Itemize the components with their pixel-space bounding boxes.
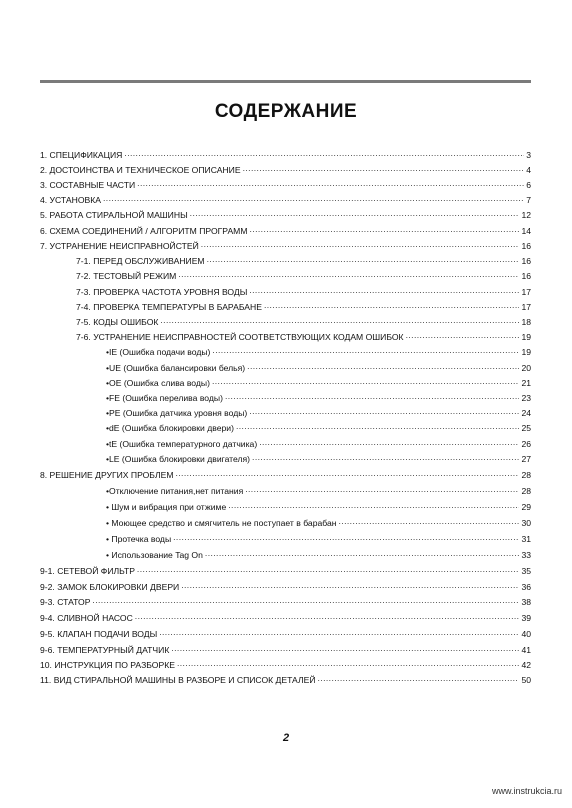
toc-entry[interactable] — [106, 361, 531, 375]
dot-leader — [249, 406, 519, 416]
toc-entry-label: 3. СОСТАВНЫЕ ЧАСТИ — [40, 180, 136, 190]
toc-entry-label: 9-3. СТАТОР — [40, 597, 91, 607]
toc-entry-label: 7. УСТРАНЕНИЕ НЕИСПРАВНОЙСТЕЙ — [40, 241, 199, 251]
toc-entry[interactable] — [106, 484, 531, 498]
dot-leader — [236, 421, 519, 431]
toc-entry[interactable] — [40, 627, 531, 641]
toc-entry[interactable] — [40, 148, 531, 162]
toc-entry-page: 29 — [521, 502, 531, 512]
toc-entry-page: 4 — [526, 165, 531, 175]
toc-entry-page: 27 — [521, 454, 531, 464]
toc-entry-label: •UE (Ошибка балансировки белья) — [106, 363, 246, 373]
toc-entry-page: 33 — [521, 550, 531, 560]
toc-entry-page: 35 — [521, 566, 531, 576]
toc-entry[interactable] — [76, 300, 531, 314]
toc-entry-label: •FE (Ошибка перелива воды) — [106, 393, 223, 403]
dot-leader — [207, 254, 520, 264]
dot-leader — [201, 239, 520, 249]
page-number: 2 — [282, 732, 290, 744]
toc-entry-page: 26 — [521, 439, 531, 449]
toc-entry[interactable] — [76, 254, 531, 268]
toc-entry-page: 40 — [521, 629, 531, 639]
toc-entry-label: 8. РЕШЕНИЕ ДРУГИХ ПРОБЛЕМ — [40, 470, 174, 480]
page-title: СОДЕРЖАНИЕ — [214, 101, 358, 122]
toc-entry-label: 2. ДОСТОИНСТВА И ТЕХНИЧЕСКОЕ ОПИСАНИЕ — [40, 165, 241, 175]
dot-leader — [92, 595, 519, 605]
dot-leader — [212, 376, 519, 386]
toc-entry-page: 16 — [521, 256, 531, 266]
toc-entry-page: 18 — [521, 317, 531, 327]
dot-leader — [249, 285, 519, 295]
toc-entry-label: •dE (Ошибка блокировки двери) — [106, 423, 234, 433]
dot-leader — [181, 580, 519, 590]
dot-leader — [173, 532, 519, 542]
toc-entry[interactable] — [40, 163, 531, 177]
dot-leader — [205, 548, 520, 558]
toc-entry[interactable] — [40, 564, 531, 578]
toc-entry[interactable] — [76, 269, 531, 283]
dot-leader — [250, 224, 520, 234]
toc-entry-page: 21 — [521, 378, 531, 388]
toc-entry[interactable] — [106, 406, 531, 420]
dot-leader — [318, 673, 520, 683]
toc-entry[interactable] — [40, 208, 531, 222]
toc-entry-label: • Моющее средство и смягчитель не поступает в барабан — [106, 518, 337, 528]
toc-entry-label: 9-1. СЕТЕВОЙ ФИЛЬТР — [40, 566, 135, 576]
toc-entry-page: 16 — [521, 241, 531, 251]
dot-leader — [177, 658, 519, 668]
dot-leader — [259, 437, 519, 447]
toc-entry[interactable] — [76, 285, 531, 299]
toc-entry[interactable] — [40, 643, 531, 657]
toc-entry-page: 19 — [521, 347, 531, 357]
toc-entry-label: • Протечка воды — [106, 534, 172, 544]
dot-leader — [137, 178, 524, 188]
toc-entry-label: • Шум и вибрация при отжиме — [106, 502, 227, 512]
toc-entry[interactable] — [40, 239, 531, 253]
dot-leader — [212, 345, 519, 355]
toc-entry[interactable] — [40, 193, 531, 207]
toc-entry-page: 23 — [521, 393, 531, 403]
dot-leader — [190, 208, 520, 218]
toc-entry-label: 5. РАБОТА СТИРАЛЬНОЙ МАШИНЫ — [40, 210, 188, 220]
dot-leader — [178, 269, 519, 279]
toc-entry[interactable] — [40, 611, 531, 625]
toc-entry[interactable] — [106, 376, 531, 390]
toc-entry-page: 19 — [521, 332, 531, 342]
toc-entry-label: 4. УСТАНОВКА — [40, 195, 101, 205]
toc-entry-label: •PE (Ошибка датчика уровня воды) — [106, 408, 248, 418]
toc-entry[interactable] — [40, 580, 531, 594]
toc-entry-label: • Использование Tag On — [106, 550, 203, 560]
dot-leader — [264, 300, 520, 310]
toc-entry-label: 7-5. КОДЫ ОШИБОК — [76, 317, 159, 327]
toc-entry-page: 30 — [521, 518, 531, 528]
dot-leader — [228, 500, 519, 510]
toc-entry-label: 9-4. СЛИВНОЙ НАСОС — [40, 613, 133, 623]
toc-entry-label: 6. СХЕМА СОЕДИНЕНИЙ / АЛГОРИТМ ПРОГРАММ — [40, 226, 248, 236]
dot-leader — [171, 643, 519, 653]
toc-entry-page: 7 — [526, 195, 531, 205]
toc-entry[interactable] — [106, 500, 531, 514]
toc-entry-label: 7-1. ПЕРЕД ОБСЛУЖИВАНИЕМ — [76, 256, 205, 266]
toc-entry[interactable] — [76, 315, 531, 329]
toc-entry-page: 28 — [521, 470, 531, 480]
toc-entry[interactable] — [106, 391, 531, 405]
toc-entry[interactable] — [40, 658, 531, 672]
toc-entry-page: 36 — [521, 582, 531, 592]
toc-entry[interactable] — [106, 548, 531, 562]
toc-entry[interactable] — [40, 178, 531, 192]
toc-entry-page: 3 — [526, 150, 531, 160]
dot-leader — [243, 163, 525, 173]
toc-entry-label: 11. ВИД СТИРАЛЬНОЙ МАШИНЫ В РАЗБОРЕ И СПИСОК ДЕТАЛЕЙ — [40, 675, 316, 685]
toc-entry[interactable] — [40, 224, 531, 238]
toc-entry-label: •tE (Ошибка температурного датчика) — [106, 439, 258, 449]
dot-leader — [252, 452, 519, 462]
dot-leader — [245, 484, 519, 494]
toc-entry[interactable] — [40, 468, 531, 482]
toc-entry-label: 7-2. ТЕСТОВЫЙ РЕЖИМ — [76, 271, 177, 281]
toc-entry-page: 25 — [521, 423, 531, 433]
toc-entry-page: 12 — [521, 210, 531, 220]
dot-leader — [225, 391, 520, 401]
toc-entry[interactable] — [106, 516, 531, 530]
toc-entry-page: 42 — [521, 660, 531, 670]
dot-leader — [406, 330, 520, 340]
toc-entry-page: 17 — [521, 302, 531, 312]
toc-entry[interactable] — [106, 532, 531, 546]
toc-entry-label: 9-2. ЗАМОК БЛОКИРОВКИ ДВЕРИ — [40, 582, 180, 592]
dot-leader — [137, 564, 520, 574]
toc-entry-label: 9-5. КЛАПАН ПОДАЧИ ВОДЫ — [40, 629, 158, 639]
toc-entry-page: 6 — [526, 180, 531, 190]
toc-entry[interactable] — [106, 345, 531, 359]
toc-entry-label: 7-3. ПРОВЕРКА ЧАСТОТА УРОВНЯ ВОДЫ — [76, 287, 248, 297]
toc-entry-label: •OE (Ошибка слива воды) — [106, 378, 210, 388]
toc-entry-page: 28 — [521, 486, 531, 496]
toc-entry[interactable] — [76, 330, 531, 344]
toc-entry-page: 16 — [521, 271, 531, 281]
toc-entry-page: 24 — [521, 408, 531, 418]
toc-entry-label: 10. ИНСТРУКЦИЯ ПО РАЗБОРКЕ — [40, 660, 175, 670]
toc-entry[interactable] — [40, 673, 531, 687]
dot-leader — [124, 148, 524, 158]
toc-entry[interactable] — [106, 421, 531, 435]
toc-entry-label: 7-6. УСТРАНЕНИЕ НЕИСПРАВНОСТЕЙ СООТВЕТСТВУЮЩИХ КОДАМ ОШИБОК — [76, 332, 404, 342]
toc-entry[interactable] — [106, 452, 531, 466]
toc-entry-page: 20 — [521, 363, 531, 373]
toc-entry-page: 41 — [521, 645, 531, 655]
dot-leader — [103, 193, 524, 203]
toc-entry[interactable] — [106, 437, 531, 451]
dot-leader — [160, 315, 519, 325]
watermark: www.instrukcia.ru — [491, 786, 562, 796]
dot-leader — [339, 516, 520, 526]
toc-entry-label: 1. СПЕЦИФИКАЦИЯ — [40, 150, 123, 160]
toc-entry-label: •IE (Ошибка подачи воды) — [106, 347, 211, 357]
dot-leader — [159, 627, 519, 637]
toc-entry-page: 50 — [521, 675, 531, 685]
toc-entry-label: 9-6. ТЕМПЕРАТУРНЫЙ ДАТЧИК — [40, 645, 170, 655]
toc-entry-label: 7-4. ПРОВЕРКА ТЕМПЕРАТУРЫ В БАРАБАНЕ — [76, 302, 262, 312]
toc-entry[interactable] — [40, 595, 531, 609]
toc-entry-page: 14 — [521, 226, 531, 236]
dot-leader — [175, 468, 519, 478]
toc-entry-label: •LE (Ошибка блокировки двигателя) — [106, 454, 251, 464]
toc-entry-label: •Отключение питания,нет питания — [106, 486, 244, 496]
toc-entry-page: 31 — [521, 534, 531, 544]
dot-leader — [247, 361, 519, 371]
dot-leader — [135, 611, 520, 621]
toc-entry-page: 17 — [521, 287, 531, 297]
toc-entry-page: 38 — [521, 597, 531, 607]
toc-entry-page: 39 — [521, 613, 531, 623]
